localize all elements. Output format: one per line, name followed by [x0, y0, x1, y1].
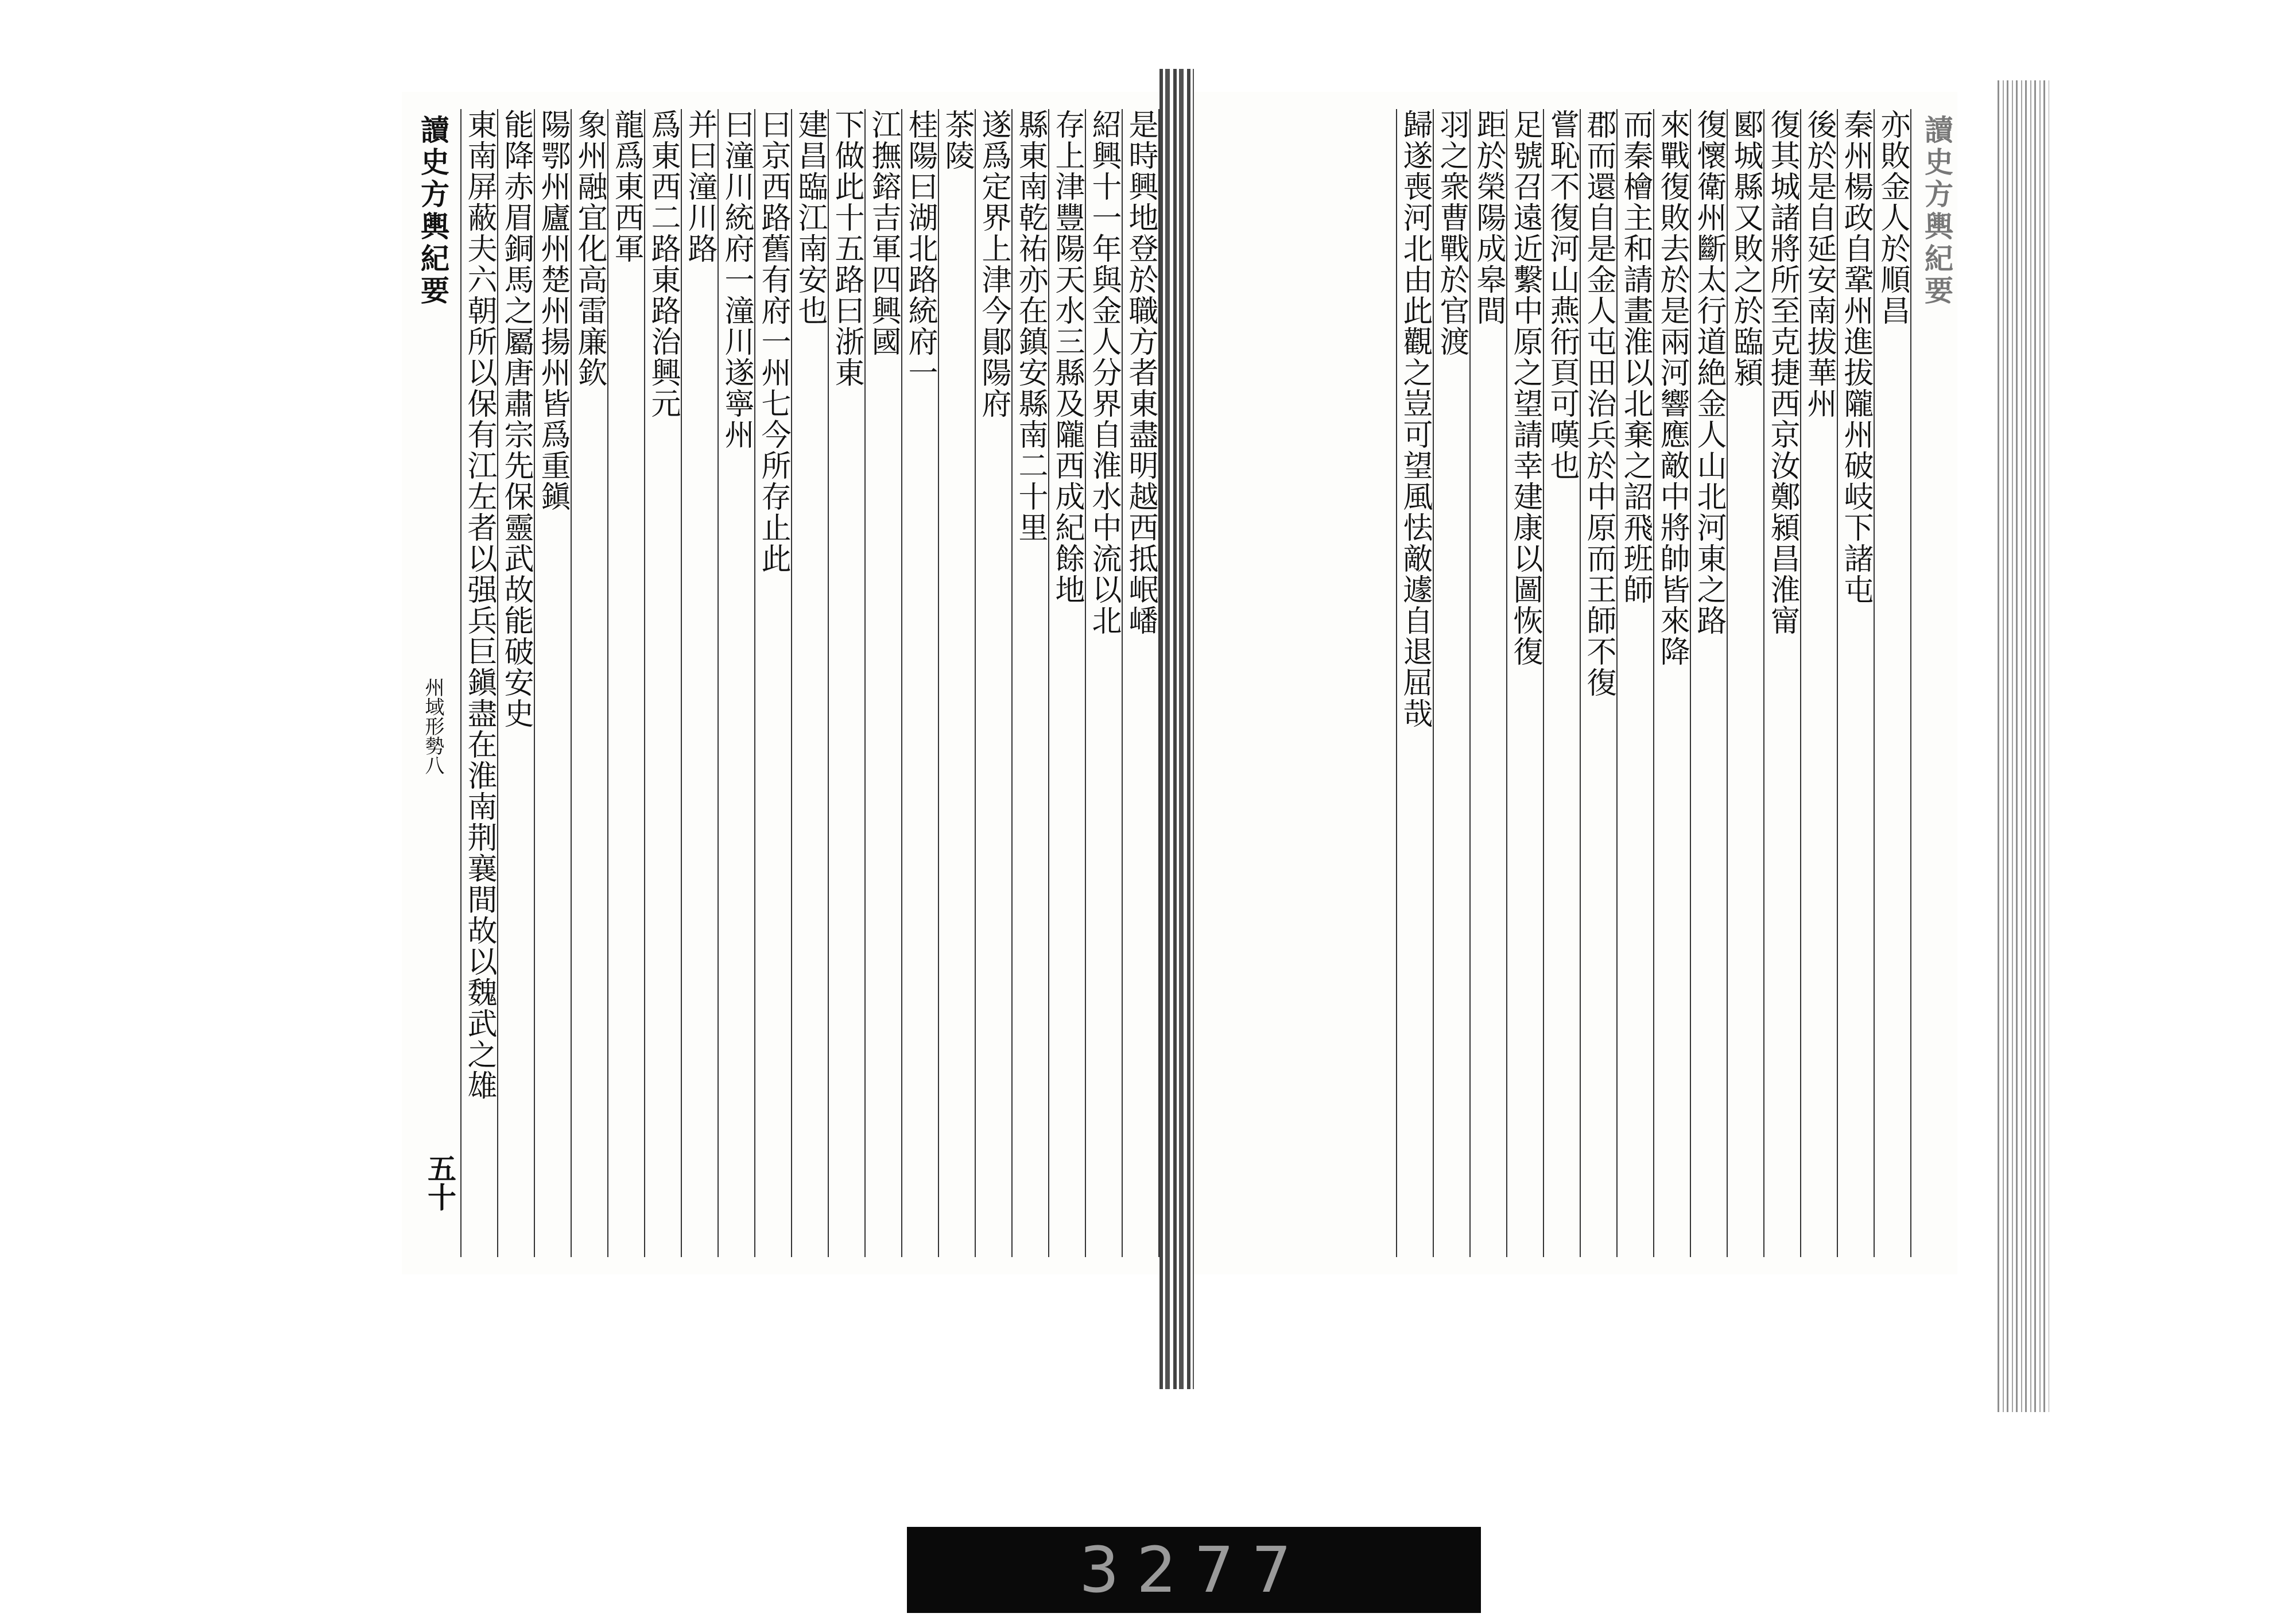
left-subtitle: 州域形勢八	[421, 677, 444, 775]
text-column: 歸遂喪河北由此觀之豈可望風怯敵遽自退屈哉	[1396, 109, 1433, 1257]
text-column: 東南屏蔽夫六朝所以保有江左者以强兵巨鎭盡在淮南荆襄間故以魏武之雄	[460, 109, 497, 1257]
text-column: 遂爲定界上津今鄖陽府	[975, 109, 1011, 1257]
text-column: 來戰復敗去於是兩河響應敵中將帥皆來降	[1653, 109, 1690, 1257]
text-column: 而秦檜主和請畫淮以北棄之詔飛班師	[1616, 109, 1653, 1257]
text-column: 茶陵	[938, 109, 975, 1257]
text-column: 并曰潼川路	[681, 109, 718, 1257]
text-column: 龍爲東西軍	[607, 109, 644, 1257]
left-page	[402, 92, 1159, 1274]
text-column: 足號召遠近繫中原之望請幸建康以圖恢復	[1506, 109, 1543, 1257]
text-column: 曰潼川統府一潼川遂寧州	[718, 109, 754, 1257]
text-column: 郡而還自是金人屯田治兵於中原而王師不復	[1580, 109, 1616, 1257]
archive-label	[907, 1527, 1481, 1613]
text-column: 桂陽曰湖北路統府一	[901, 109, 938, 1257]
text-column: 嘗恥不復河山燕衎頁可嘆也	[1543, 109, 1580, 1257]
right-text-columns	[1396, 109, 1911, 1257]
text-column: 羽之衆曹戰於官渡	[1433, 109, 1469, 1257]
right-page	[1194, 92, 1957, 1274]
text-column: 復其城諸將所至克捷西京汝鄭潁昌淮甯	[1763, 109, 1800, 1257]
book-gutter	[1159, 69, 1194, 1389]
text-column: 郾城縣又敗之於臨潁	[1727, 109, 1763, 1257]
text-column: 象州融宜化高雷廉欽	[571, 109, 607, 1257]
left-margin-title: 讀史方輿紀要	[416, 115, 450, 308]
text-column: 秦州楊政自鞏州進拔隴州破岐下諸屯	[1837, 109, 1874, 1257]
text-column: 復懷衛州斷太行道絶金人山北河東之路	[1690, 109, 1727, 1257]
text-column: 存上津豐陽天水三縣及隴西成紀餘地	[1048, 109, 1085, 1257]
text-column: 後於是自延安南拔華州	[1800, 109, 1837, 1257]
text-column: 陽鄂州廬州楚州揚州皆爲重鎭	[534, 109, 571, 1257]
text-column: 是時興地登於職方者東盡明越西抵岷嶓	[1122, 109, 1159, 1257]
text-column: 江撫鎔吉軍四興國	[864, 109, 901, 1257]
text-column: 建昌臨江南安也	[791, 109, 828, 1257]
right-margin-title: 讀史方輿紀要	[1920, 115, 1954, 308]
text-column: 縣東南乾祐亦在鎮安縣南二十里	[1011, 109, 1048, 1257]
text-column: 亦敗金人於順昌	[1874, 109, 1911, 1257]
text-column: 曰京西路舊有府一州七今所存止此	[754, 109, 791, 1257]
archive-label-number: 3277	[1079, 1533, 1309, 1607]
text-column: 能降赤眉銅馬之屬唐肅宗先保靈武故能破安史	[497, 109, 534, 1257]
text-column: 紹興十一年與金人分界自淮水中流以北	[1085, 109, 1122, 1257]
text-column: 距於榮陽成皋間	[1469, 109, 1506, 1257]
text-column: 爲東西二路東路治興元	[644, 109, 681, 1257]
page-edge-right	[1998, 80, 2049, 1412]
left-text-columns	[460, 109, 1159, 1257]
left-page-number: 五十	[423, 1154, 457, 1211]
text-column: 下做此十五路曰浙東	[828, 109, 864, 1257]
